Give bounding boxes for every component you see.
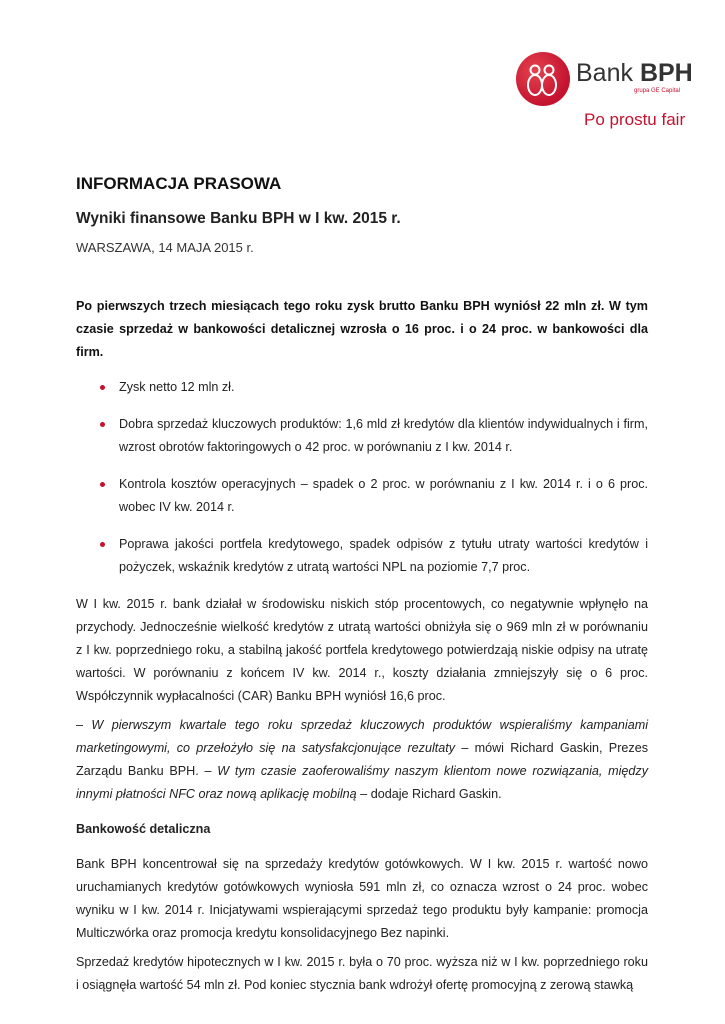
bullet-icon: [100, 385, 105, 390]
paragraph-cash-loans: Bank BPH koncentrował się na sprzedaży kredytów gotówkowych. W I kw. 2015 r. wartość nowo uruchamianych kredytów gotówkowych wyniosła 591 mln zł, co oznacza wzrost o 24 proc. wobec wyniku w I kw. 2014 r. Inicjatywami wspierającymi sprzedaż tego produktu były kampanie: promocja Multiczwórka oraz promocja kredytu konsolidacyjnego Bez napinki.: [76, 857, 648, 940]
document-body: [76, 295, 648, 1003]
lead-paragraph: Po pierwszych trzech miesiącach tego roku zysk brutto Banku BPH wyniósł 22 mln zł. W tym czasie sprzedaż w bankowości detalicznej wzrosła o 16 proc. i o 24 proc. w bankowości dla firm.: [76, 299, 648, 359]
list-item-text: Dobra sprzedaż kluczowych produktów: 1,6 mld zł kredytów dla klientów indywidualnych i firm, wzrost obrotów faktoringowych o 42 proc. w porównaniu z I kw. 2014 r.: [119, 417, 648, 454]
press-release-title: INFORMACJA PRASOWA: [76, 174, 282, 193]
logo-name-part2: BPH: [639, 59, 693, 87]
logo-subline: grupa GE Capital: [634, 88, 681, 94]
quote-part-2: – mówi Richard Gaskin, Prezes Zarządu Banku BPH.: [76, 741, 648, 778]
quote-part-3: – W tym czasie zaoferowaliśmy naszym klientom nowe rozwiązania, między innymi płatności NFC oraz nową aplikację mobilną: [76, 764, 648, 801]
highlights-list: [76, 376, 648, 579]
paragraph-quote: [76, 714, 648, 806]
section-heading-retail: Bankowość detaliczna: [76, 822, 211, 836]
paragraph-mortgages: Sprzedaż kredytów hipotecznych w I kw. 2015 r. była o 70 proc. wyższa niż w I kw. poprzedniego roku i osiągnęła wartość 54 mln zł. Pod koniec stycznia bank wdrożył ofertę promocyjną z zerową stawką: [76, 955, 648, 992]
list-item-text: Zysk netto 12 mln zł.: [119, 380, 235, 394]
list-item: [76, 473, 648, 519]
dateline: WARSZAWA, 14 MAJA 2015 r.: [76, 240, 254, 255]
list-item: [76, 376, 648, 399]
bank-logo: [516, 52, 696, 152]
bowling-pins-icon: [516, 52, 570, 106]
bullet-icon: [100, 482, 105, 487]
bullet-icon: [100, 542, 105, 547]
logo-slogan: Po prostu fair: [584, 110, 686, 129]
list-item: [76, 413, 648, 459]
quote-part-1: – W pierwszym kwartale tego roku sprzedaż kluczowych produktów wspieraliśmy kampaniami marketingowymi, co przełożyło się na satysfakcjonujące rezultaty: [76, 718, 648, 755]
document-subtitle: Wyniki finansowe Banku BPH w I kw. 2015 r.: [76, 210, 401, 227]
bullet-icon: [100, 422, 105, 427]
logo-name-part1: Bank: [576, 59, 633, 87]
quote-part-4: – dodaje Richard Gaskin.: [356, 787, 502, 801]
list-item-text: Poprawa jakości portfela kredytowego, spadek odpisów z tytułu utraty wartości kredytów i pożyczek, wskaźnik kredytów z utratą wartości NPL na poziomie 7,7 proc.: [119, 537, 648, 574]
paragraph-market-context: W I kw. 2015 r. bank działał w środowisku niskich stóp procentowych, co negatywnie wpłynęło na przychody. Jednocześnie wielkość kredytów z utratą wartości obniżyła się o 969 mln zł w porównaniu z I kw. poprzedniego roku, a stabilną jakość portfela kredytowego potwierdzają niskie odpisy na utratę wartości. W porównaniu z końcem IV kw. 2014 r., koszty działania zmniejszyły się o 6 proc. Współczynnik wypłacalności (CAR) Banku BPH wyniósł 16,6 proc.: [76, 597, 648, 703]
logo-wordmark: [576, 58, 693, 88]
list-item: [76, 533, 648, 579]
list-item-text: Kontrola kosztów operacyjnych – spadek o 2 proc. w porównaniu z I kw. 2014 r. i o 6 proc. wobec IV kw. 2014 r.: [119, 477, 648, 514]
